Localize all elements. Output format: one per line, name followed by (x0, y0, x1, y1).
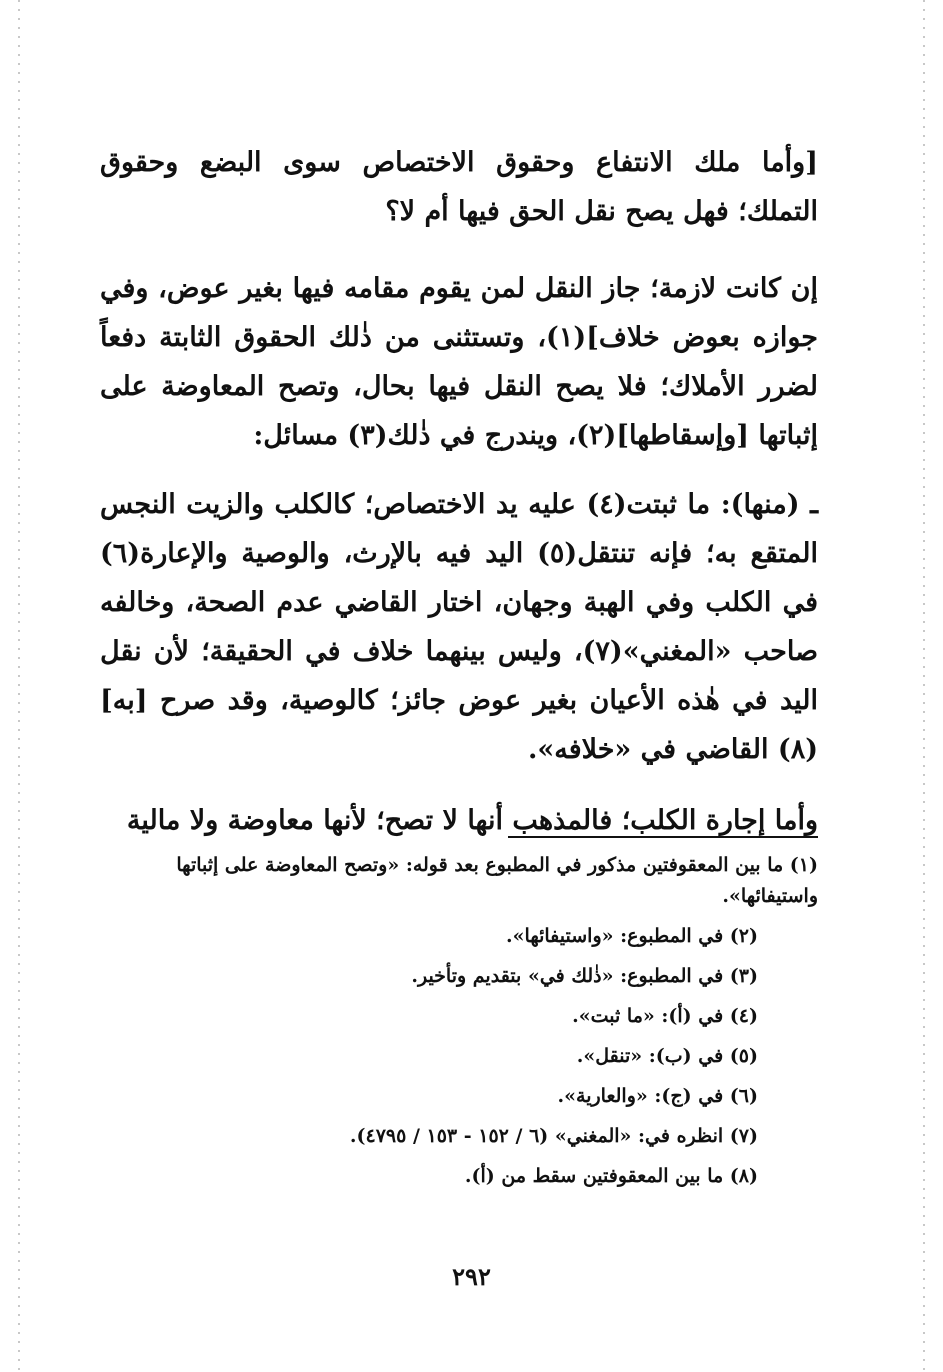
footnote-5: (٥) في (ب): «تنقل». (576, 1045, 758, 1067)
footnote-1: (١) ما بين المعقوفتين مذكور في المطبوع بعد قوله: «وتصح المعاوضة على إثباتها واستيفائها». (176, 854, 818, 907)
scan-edge-right (923, 0, 925, 1372)
footnote-4: (٤) في (أ): «ما ثبت». (572, 1005, 758, 1027)
body-paragraph-2: إن كانت لازمة؛ جاز النقل لمن يقوم مقامه فيها بغير عوض، وفي جوازه بعوض خلاف](١)، وتستثنى من ذٰلك الحقوق الثابتة دفعاً لضرر الأملاك؛ فلا يصح النقل فيها بحال، وتصح المعاوضة على إثباتها [وإسقاطها](٢)، ويندرج في ذٰلك(٣) مسائل: (100, 273, 818, 451)
body-paragraph-4: وأما إجارة الكلب؛ فالمذهب أنها لا تصح؛ لأنها معاوضة ولا مالية (126, 805, 818, 836)
footnote-separator (508, 836, 818, 838)
footnote-6: (٦) في (ج): «والعارية». (557, 1085, 758, 1107)
footnotes (100, 850, 818, 1201)
footnote-2: (٢) في المطبوع: «واستيفائها». (506, 925, 758, 947)
scan-edge-left (18, 0, 20, 1372)
body-paragraph-3: ـ (منها): ما ثبتت(٤) عليه يد الاختصاص؛ كالكلب والزيت النجس المتقع به؛ فإنه تنتقل(٥) اليد فيه بالإرث، والوصية والإعارة(٦) في الكلب وفي الهبة وجهان، اختار القاضي عدم الصحة، وخالفه صاحب «المغني»(٧)، وليس بينهما خلاف في الحقيقة؛ لأن نقل اليد في هٰذه الأعيان بغير عوض جائز؛ كالوصية، وقد صرح [به](٨) القاضي في «خلافه». (100, 489, 818, 765)
body-paragraph-1: [وأما ملك الانتفاع وحقوق الاختصاص سوى البضع وحقوق التملك؛ فهل يصح نقل الحق فيها أم لا؟ (100, 147, 818, 227)
footnote-8: (٨) ما بين المعقوفتين سقط من (أ). (464, 1165, 758, 1187)
footnote-7: (٧) انظره في: «المغني» (٦ / ١٥٢ - ١٥٣ / ٤٧٩٥). (349, 1125, 758, 1147)
page-number: ٢٩٢ (452, 1262, 491, 1291)
footnote-3: (٣) في المطبوع: «ذٰلك في» بتقديم وتأخير. (411, 965, 758, 987)
